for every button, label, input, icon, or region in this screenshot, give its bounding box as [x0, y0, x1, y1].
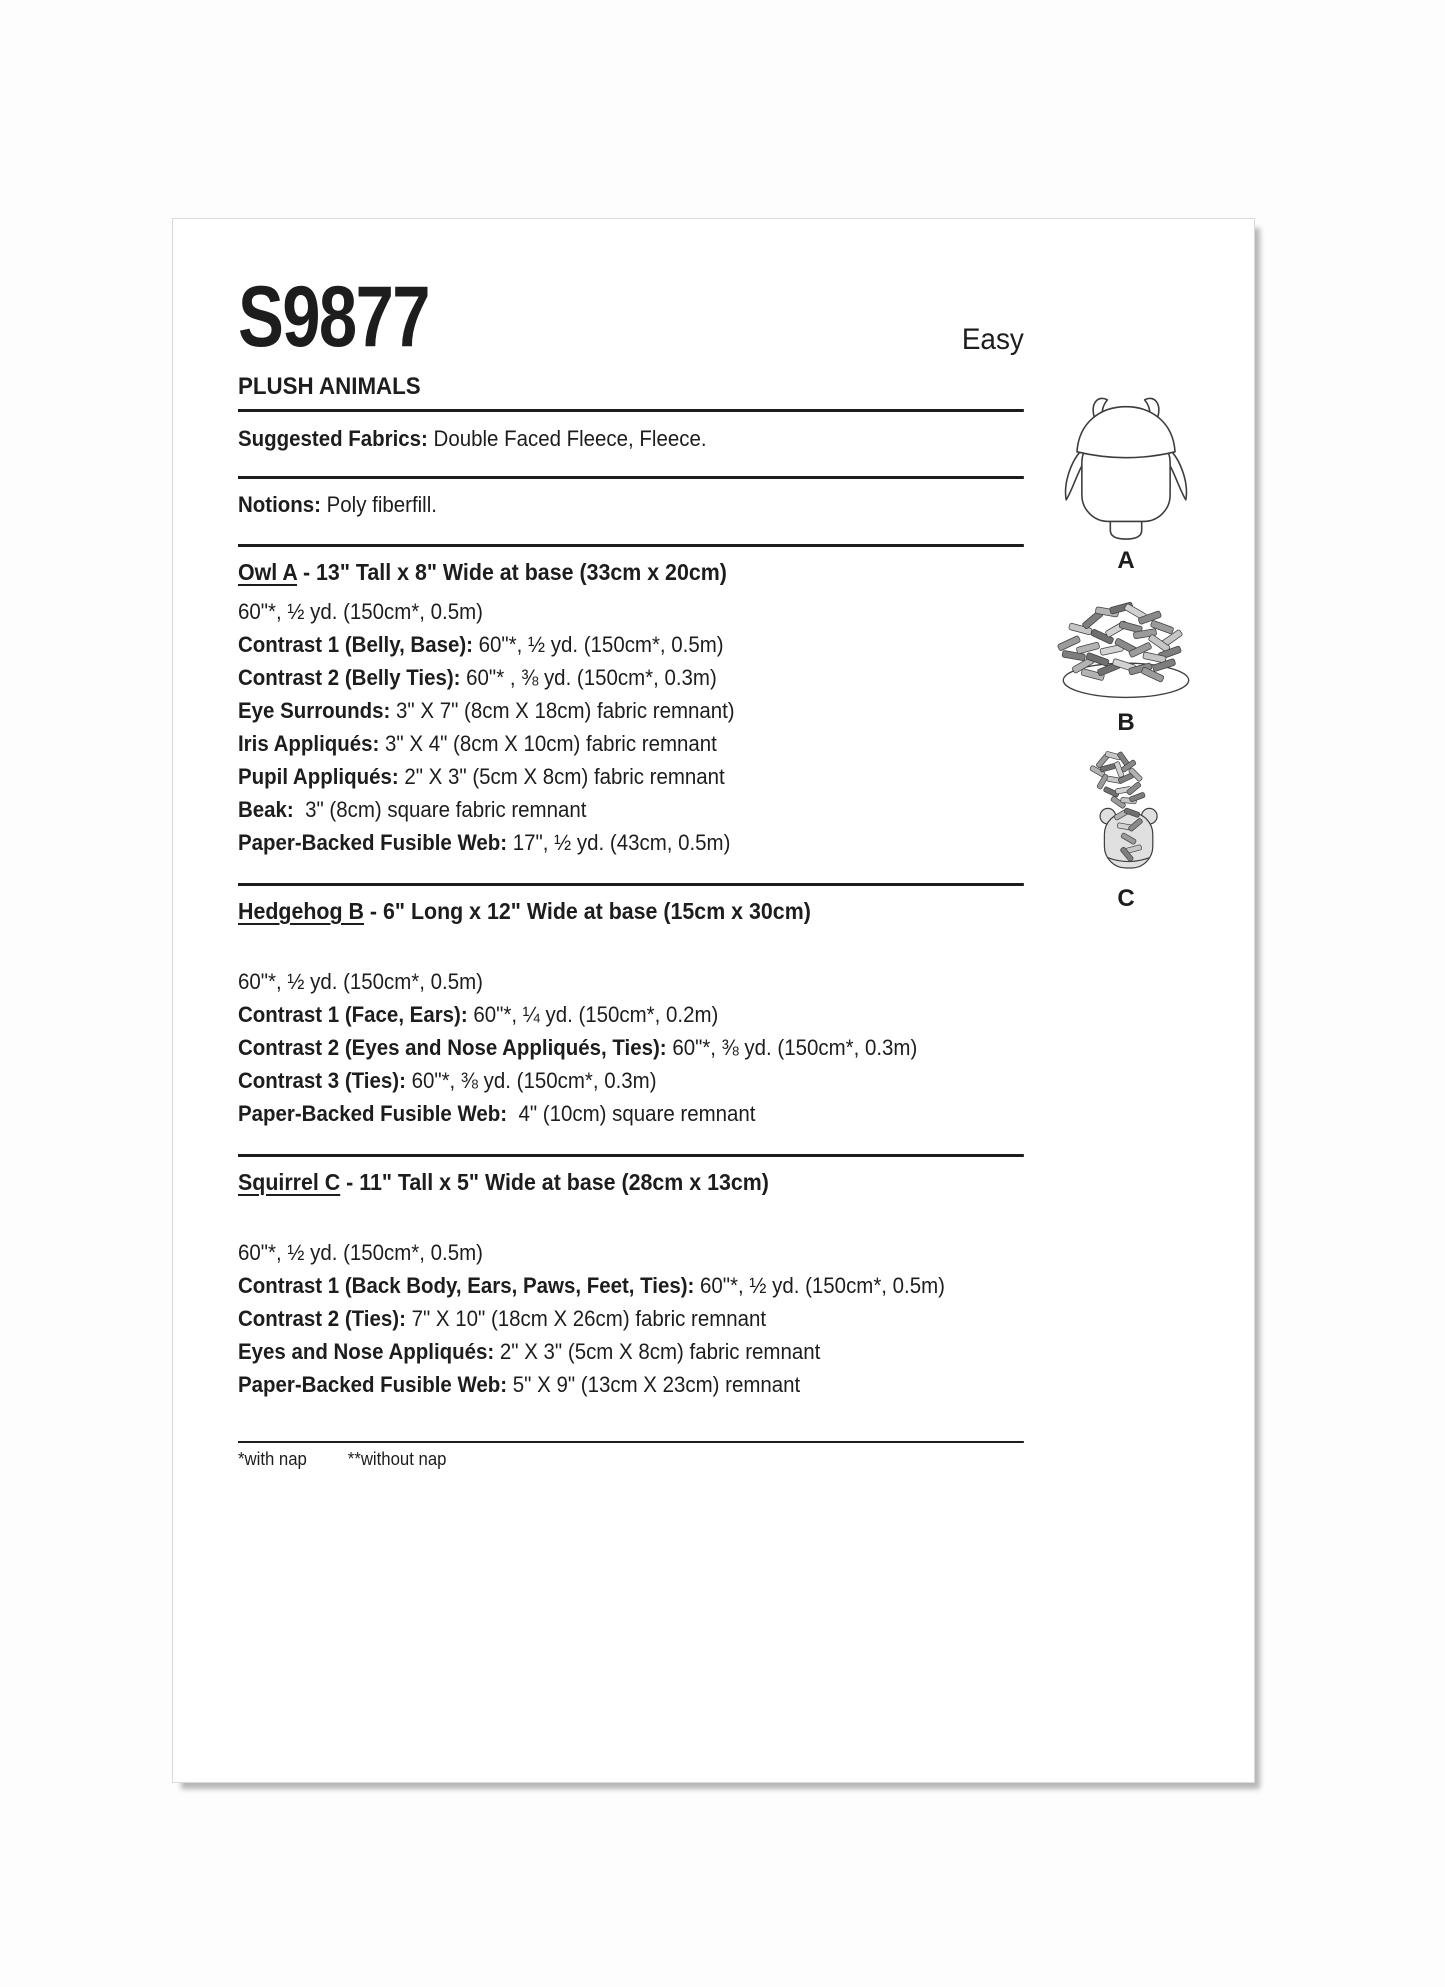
section-heading	[238, 559, 1024, 586]
yardage-line	[238, 1031, 1024, 1064]
section-view-name: Hedgehog B	[238, 897, 364, 924]
yardage-line	[238, 998, 1024, 1031]
suggested-fabrics-label: Suggested Fabrics:	[238, 425, 428, 451]
yardage-value: 5" X 9" (13cm X 23cm) remnant	[512, 1371, 801, 1397]
footnote-block	[238, 1441, 1024, 1470]
yardage-value: 3" X 7" (8cm X 18cm) fabric remnant)	[396, 697, 735, 723]
notions-value: Poly fiberfill.	[326, 491, 437, 517]
footnote-without-nap: **without nap	[347, 1448, 447, 1469]
figure-label-b: B	[1117, 709, 1135, 736]
yardage-value: 60"*, ½ yd. (150cm*, 0.5m)	[700, 1272, 945, 1298]
section-owl-a	[238, 559, 1024, 859]
squirrel-illustration	[1078, 747, 1174, 881]
yardage-line	[238, 1097, 1024, 1130]
figure-label-c: C	[1117, 885, 1135, 912]
difficulty-badge: Easy	[961, 323, 1024, 356]
section-dimensions: - 11" Tall x 5" Wide at base (28cm x 13cm)	[346, 1168, 769, 1195]
owl-head	[1077, 407, 1175, 458]
pattern-code: S9877	[238, 269, 429, 365]
blank-line	[238, 925, 1024, 956]
blank-line	[238, 1196, 1024, 1227]
yardage-line	[238, 793, 1024, 826]
yardage-label: Beak:	[238, 796, 294, 822]
section-view-name: Owl A	[238, 558, 298, 585]
yardage-label: Iris Appliqués:	[238, 730, 380, 756]
yardage-value: 60"*, ½ yd. (150cm*, 0.5m)	[238, 598, 483, 624]
notions-line	[238, 479, 1024, 547]
yardage-value: 7" X 10" (18cm X 26cm) fabric remnant	[411, 1305, 767, 1331]
yardage-line	[238, 760, 1024, 793]
hedgehog-illustration	[1050, 591, 1202, 705]
section-view-name: Squirrel C	[238, 1168, 341, 1195]
figure-squirrel	[1041, 747, 1211, 913]
figure-label-a: A	[1117, 547, 1135, 574]
yardage-label: Pupil Appliqués:	[238, 763, 399, 789]
yardage-value: 2" X 3" (5cm X 8cm) fabric remnant	[404, 763, 725, 789]
section-divider	[238, 1154, 1024, 1157]
section-divider	[238, 883, 1024, 886]
yardage-label: Contrast 2 (Eyes and Nose Appliqués, Ties):	[238, 1034, 667, 1060]
yardage-value: 60"*, ⅜ yd. (150cm*, 0.3m)	[672, 1034, 918, 1060]
suggested-fabrics-value: Double Faced Fleece, Fleece.	[433, 425, 707, 451]
yardage-line	[238, 727, 1024, 760]
yardage-lines	[238, 595, 1024, 859]
footnotes	[238, 1449, 1024, 1470]
yardage-value: 17", ½ yd. (43cm, 0.5m)	[512, 829, 731, 855]
yardage-value: 60"*, ½ yd. (150cm*, 0.5m)	[478, 631, 724, 657]
yardage-line	[238, 1269, 1024, 1302]
yardage-lines	[238, 1236, 1024, 1401]
yardage-line	[238, 1236, 1024, 1269]
section-heading	[238, 1169, 1024, 1196]
yardage-value: 3" X 4" (8cm X 10cm) fabric remnant	[385, 730, 717, 756]
yardage-lines	[238, 965, 1024, 1130]
yardage-value: 60"*, ¼ yd. (150cm*, 0.2m)	[473, 1001, 719, 1027]
yardage-label: Contrast 3 (Ties):	[238, 1067, 406, 1093]
yardage-value: 60"*, ½ yd. (150cm*, 0.5m)	[238, 968, 483, 994]
section-heading	[238, 898, 1024, 925]
owl-illustration	[1056, 391, 1196, 543]
yardage-line	[238, 826, 1024, 859]
yardage-line	[238, 1302, 1024, 1335]
section-squirrel-c	[238, 1169, 1024, 1401]
yardage-line	[238, 1064, 1024, 1097]
yardage-line	[238, 694, 1024, 727]
yardage-value: 60"* , ⅜ yd. (150cm*, 0.3m)	[466, 664, 717, 690]
footnote-with-nap: *with nap	[238, 1448, 307, 1469]
yardage-label: Paper-Backed Fusible Web:	[238, 829, 508, 855]
yardage-line	[238, 595, 1024, 628]
pattern-category: PLUSH ANIMALS	[238, 373, 1024, 412]
yardage-line	[238, 661, 1024, 694]
figure-owl	[1041, 391, 1211, 575]
yardage-value: 2" X 3" (5cm X 8cm) fabric remnant	[499, 1338, 821, 1364]
yardage-line	[238, 965, 1024, 998]
yardage-label: Eye Surrounds:	[238, 697, 391, 723]
yardage-label: Contrast 1 (Belly, Base):	[238, 631, 473, 657]
section-hedgehog-b	[238, 898, 1024, 1130]
yardage-line	[238, 1368, 1024, 1401]
suggested-fabrics-line	[238, 412, 1024, 479]
figure-hedgehog	[1041, 591, 1211, 737]
yardage-label: Contrast 1 (Face, Ears):	[238, 1001, 468, 1027]
yardage-label: Contrast 2 (Belly Ties):	[238, 664, 461, 690]
yardage-label: Paper-Backed Fusible Web:	[238, 1371, 508, 1397]
yardage-label: Contrast 1 (Back Body, Ears, Paws, Feet, Ties):	[238, 1272, 695, 1298]
yardage-label: Eyes and Nose Appliqués:	[238, 1338, 495, 1364]
yardage-value: 60"*, ½ yd. (150cm*, 0.5m)	[238, 1239, 483, 1265]
notions-label: Notions:	[238, 491, 321, 517]
yardage-line	[238, 628, 1024, 661]
yardage-value: 3" (8cm) square fabric remnant	[299, 796, 587, 822]
yardage-value: 60"*, ⅜ yd. (150cm*, 0.3m)	[411, 1067, 657, 1093]
yardage-line	[238, 1335, 1024, 1368]
yardage-label: Paper-Backed Fusible Web:	[238, 1100, 508, 1126]
main-text-column	[238, 269, 1024, 1470]
sections	[238, 559, 1024, 1401]
section-dimensions: - 6" Long x 12" Wide at base (15cm x 30cm)	[369, 897, 811, 924]
yardage-label: Contrast 2 (Ties):	[238, 1305, 406, 1331]
section-dimensions: - 13" Tall x 8" Wide at base (33cm x 20cm)	[302, 558, 727, 585]
yardage-value: 4" (10cm) square remnant	[512, 1100, 756, 1126]
pattern-envelope-sheet	[172, 218, 1255, 1783]
